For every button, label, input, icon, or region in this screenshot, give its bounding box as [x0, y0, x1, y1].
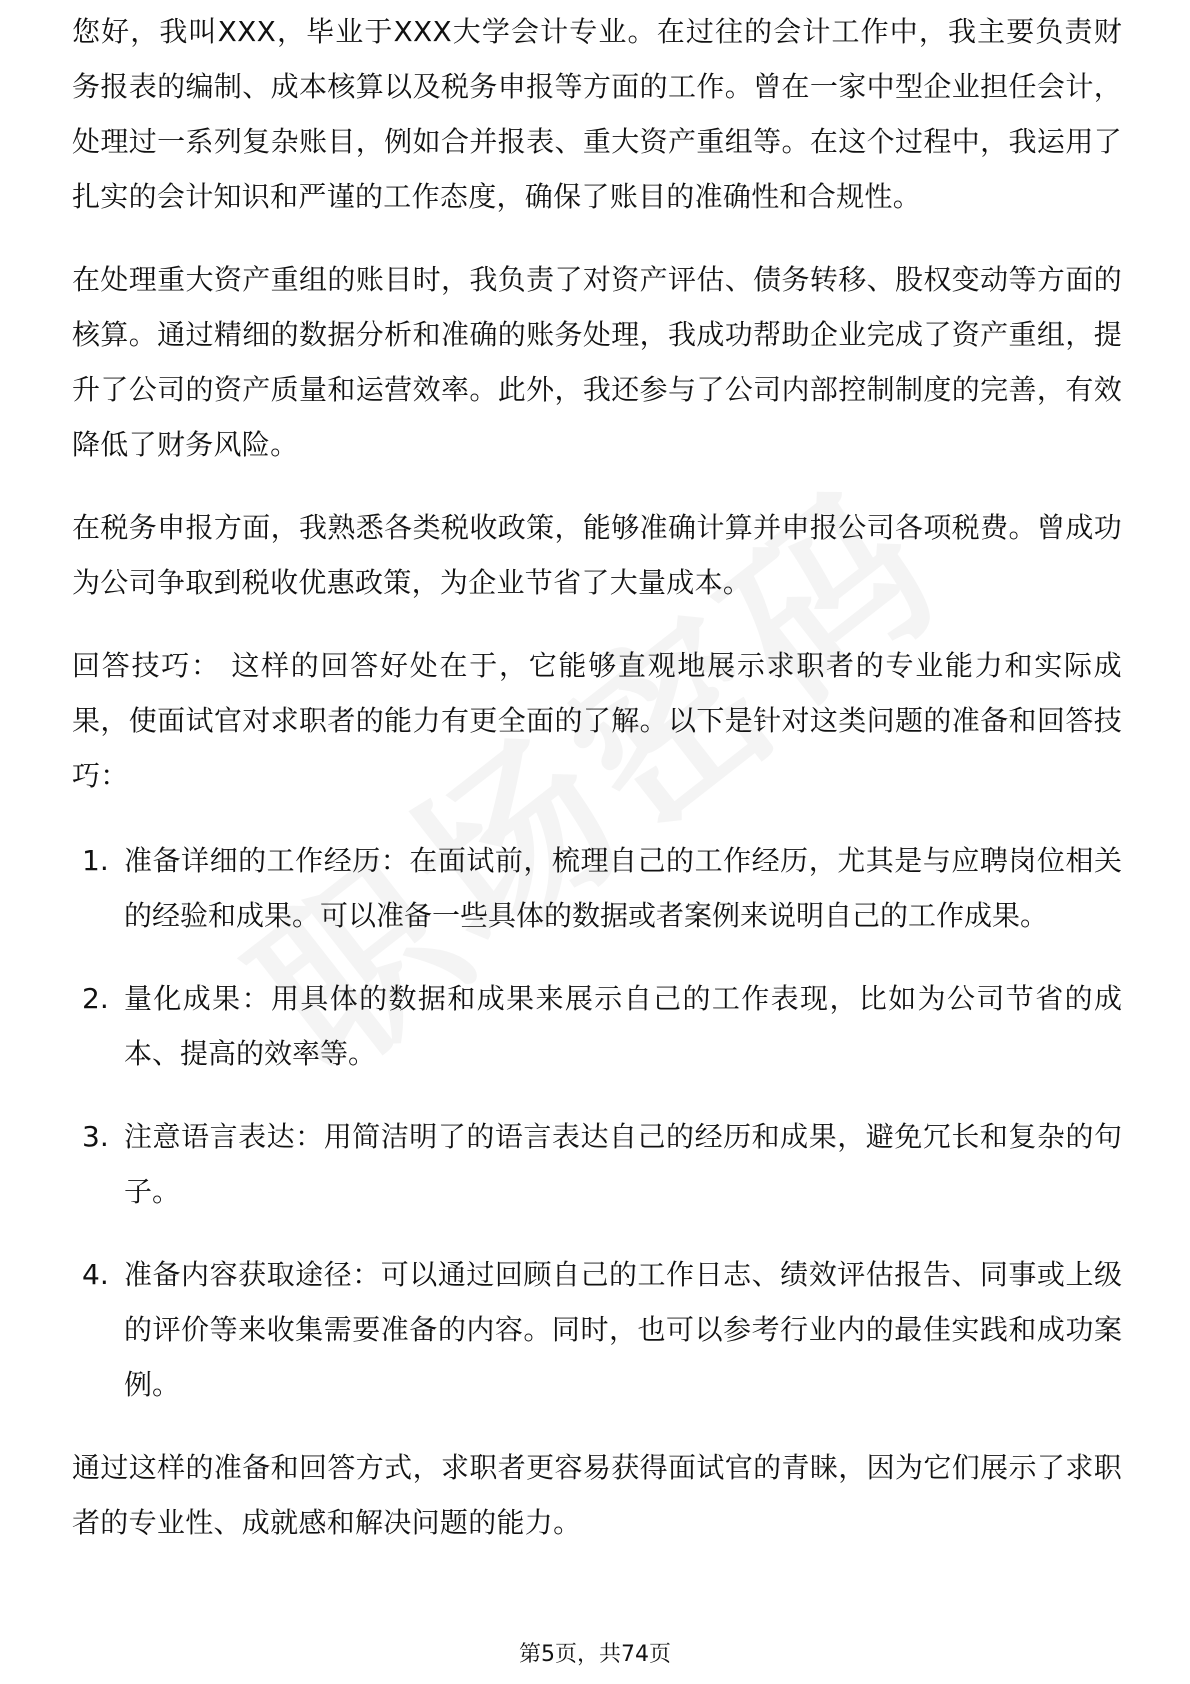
list-item [72, 971, 1122, 1081]
list-text: 准备内容获取途径：可以通过回顾自己的工作日志、绩效评估报告、同事或上级的评价等来收集需要准备的内容。同时，也可以参考行业内的最佳实践和成功案例。 [124, 1258, 1122, 1401]
paragraph-restructuring: 在处理重大资产重组的账目时，我负责了对资产评估、债务转移、股权变动等方面的核算。通过精细的数据分析和准确的账务处理，我成功帮助企业完成了资产重组，提升了公司的资产质量和运营效率。此外，我还参与了公司内部控制制度的完善，有效降低了财务风险。 [72, 263, 1122, 461]
page-content [72, 15, 1122, 1550]
paragraph-tips: 回答技巧： 这样的回答好处在于，它能够直观地展示求职者的专业能力和实际成果，使面试官对求职者的能力有更全面的了解。以下是针对这类问题的准备和回答技巧： [72, 649, 1122, 792]
list-item [72, 833, 1122, 943]
list-text: 量化成果：用具体的数据和成果来展示自己的工作表现，比如为公司节省的成本、提高的效率等。 [124, 982, 1122, 1070]
list-number: 4. [82, 1258, 109, 1291]
paragraph-closing: 通过这样的准备和回答方式，求职者更容易获得面试官的青睐，因为它们展示了求职者的专业性、成就感和解决问题的能力。 [72, 1451, 1122, 1539]
list-text: 注意语言表达：用简洁明了的语言表达自己的经历和成果，避免冗长和复杂的句子。 [124, 1120, 1122, 1208]
list-text: 准备详细的工作经历：在面试前，梳理自己的工作经历，尤其是与应聘岗位相关的经验和成果。可以准备一些具体的数据或者案例来说明自己的工作成果。 [124, 844, 1122, 932]
paragraph-tax: 在税务申报方面，我熟悉各类税收政策，能够准确计算并申报公司各项税费。曾成功为公司争取到税收优惠政策，为企业节省了大量成本。 [72, 511, 1122, 599]
page-footer: 第5页，共74页 [519, 1642, 671, 1667]
list-number: 1. [82, 844, 109, 877]
list-item [72, 1109, 1122, 1219]
list-number: 3. [82, 1120, 109, 1153]
list-item [72, 1247, 1122, 1412]
list-number: 2. [82, 982, 109, 1015]
paragraph-intro: 您好，我叫XXX，毕业于XXX大学会计专业。在过往的会计工作中，我主要负责财务报表的编制、成本核算以及税务申报等方面的工作。曾在一家中型企业担任会计，处理过一系列复杂账目，例如合并报表、重大资产重组等。在这个过程中，我运用了扎实的会计知识和严谨的工作态度，确保了账目的准确性和合规性。 [72, 15, 1122, 213]
tips-list [72, 833, 1122, 1412]
